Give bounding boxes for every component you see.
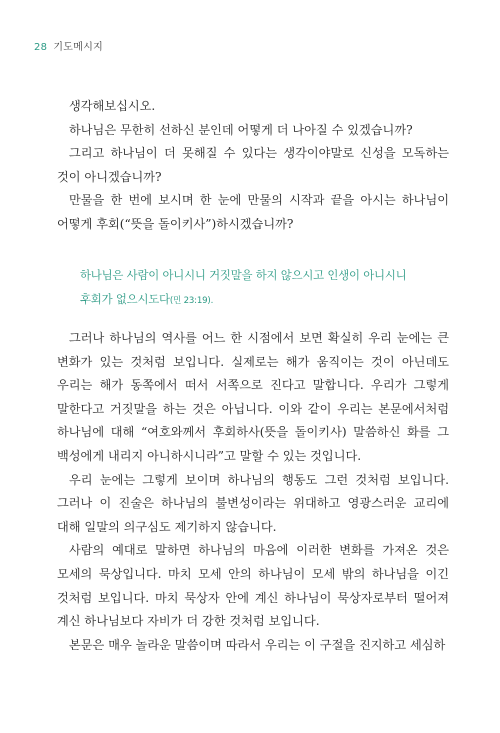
body-text-bottom [57, 327, 449, 657]
section-title: 기도메시지 [53, 42, 104, 53]
paragraph: 우리 눈에는 그렇게 보이며 하나님의 행동도 그런 것처럼 보입니다. 그러나 이 진술은 하나님의 불변성이라는 위대하고 영광스러운 교리에 대해 일말의 의구심도 제기하지 않습니다. [57, 472, 449, 534]
quote-citation: (민 23:19). [169, 296, 214, 306]
paragraph: 본문은 매우 놀라운 말씀이며 따라서 우리는 이 구절을 진지하고 세심하 [69, 637, 446, 652]
paragraph: 만물을 한 번에 보시며 한 눈에 만물의 시작과 끝을 아시는 하나님이 어떻게 후회(“뜻을 돌이키사”)하시겠습니까? [57, 193, 449, 231]
paragraph: 하나님은 무한히 선하신 분인데 어떻게 더 나아질 수 있겠습니까? [69, 122, 413, 137]
running-head [34, 38, 103, 53]
quote-line: 하나님은 사람이 아니시니 거짓말을 하지 않으시고 인생이 아니시니 [80, 268, 407, 282]
paragraph: 생각해보십시오. [69, 99, 156, 113]
quote-line: 후회가 없으시도다 [80, 292, 170, 306]
paragraph: 사람의 예대로 말하면 하나님의 마음에 이러한 변화를 가져온 것은 모세의 묵상입니다. 마치 모세 안의 하나님이 모세 밖의 하나님을 이긴 것처럼 보입니다. 마치 묵상자 안에 계신 하나님이 묵상자로부터 떨어져 계신 하나님보다 자비가 더 강한 것처럼 보입니다. [57, 543, 449, 629]
paragraph: 그러나 하나님의 역사를 어느 한 시점에서 보면 확실히 우리 눈에는 큰 변화가 있는 것처럼 보입니다. 실제로는 해가 움직이는 것이 아닌데도 우리는 해가 동쪽에서 떠서 서쪽으로 진다고 말합니다. 우리가 그렇게 말한다고 거짓말을 하는 것은 아닙니다. 이와 같이 우리는 본문에서처럼 하나님에 대해 “여호와께서 후회하사(뜻을 돌이키사) 말씀하신 화를 그 백성에게 내리지 아니하시니라”고 말할 수 있는 것입니다. [57, 331, 449, 463]
paragraph: 그리고 하나님이 더 못해질 수 있다는 생각이야말로 신성을 모독하는 것이 아니겠습니까? [57, 146, 449, 184]
page-number: 28 [34, 42, 48, 53]
scripture-quote [80, 263, 460, 313]
body-text-top [57, 95, 449, 237]
quote-line-with-citation [80, 287, 460, 313]
